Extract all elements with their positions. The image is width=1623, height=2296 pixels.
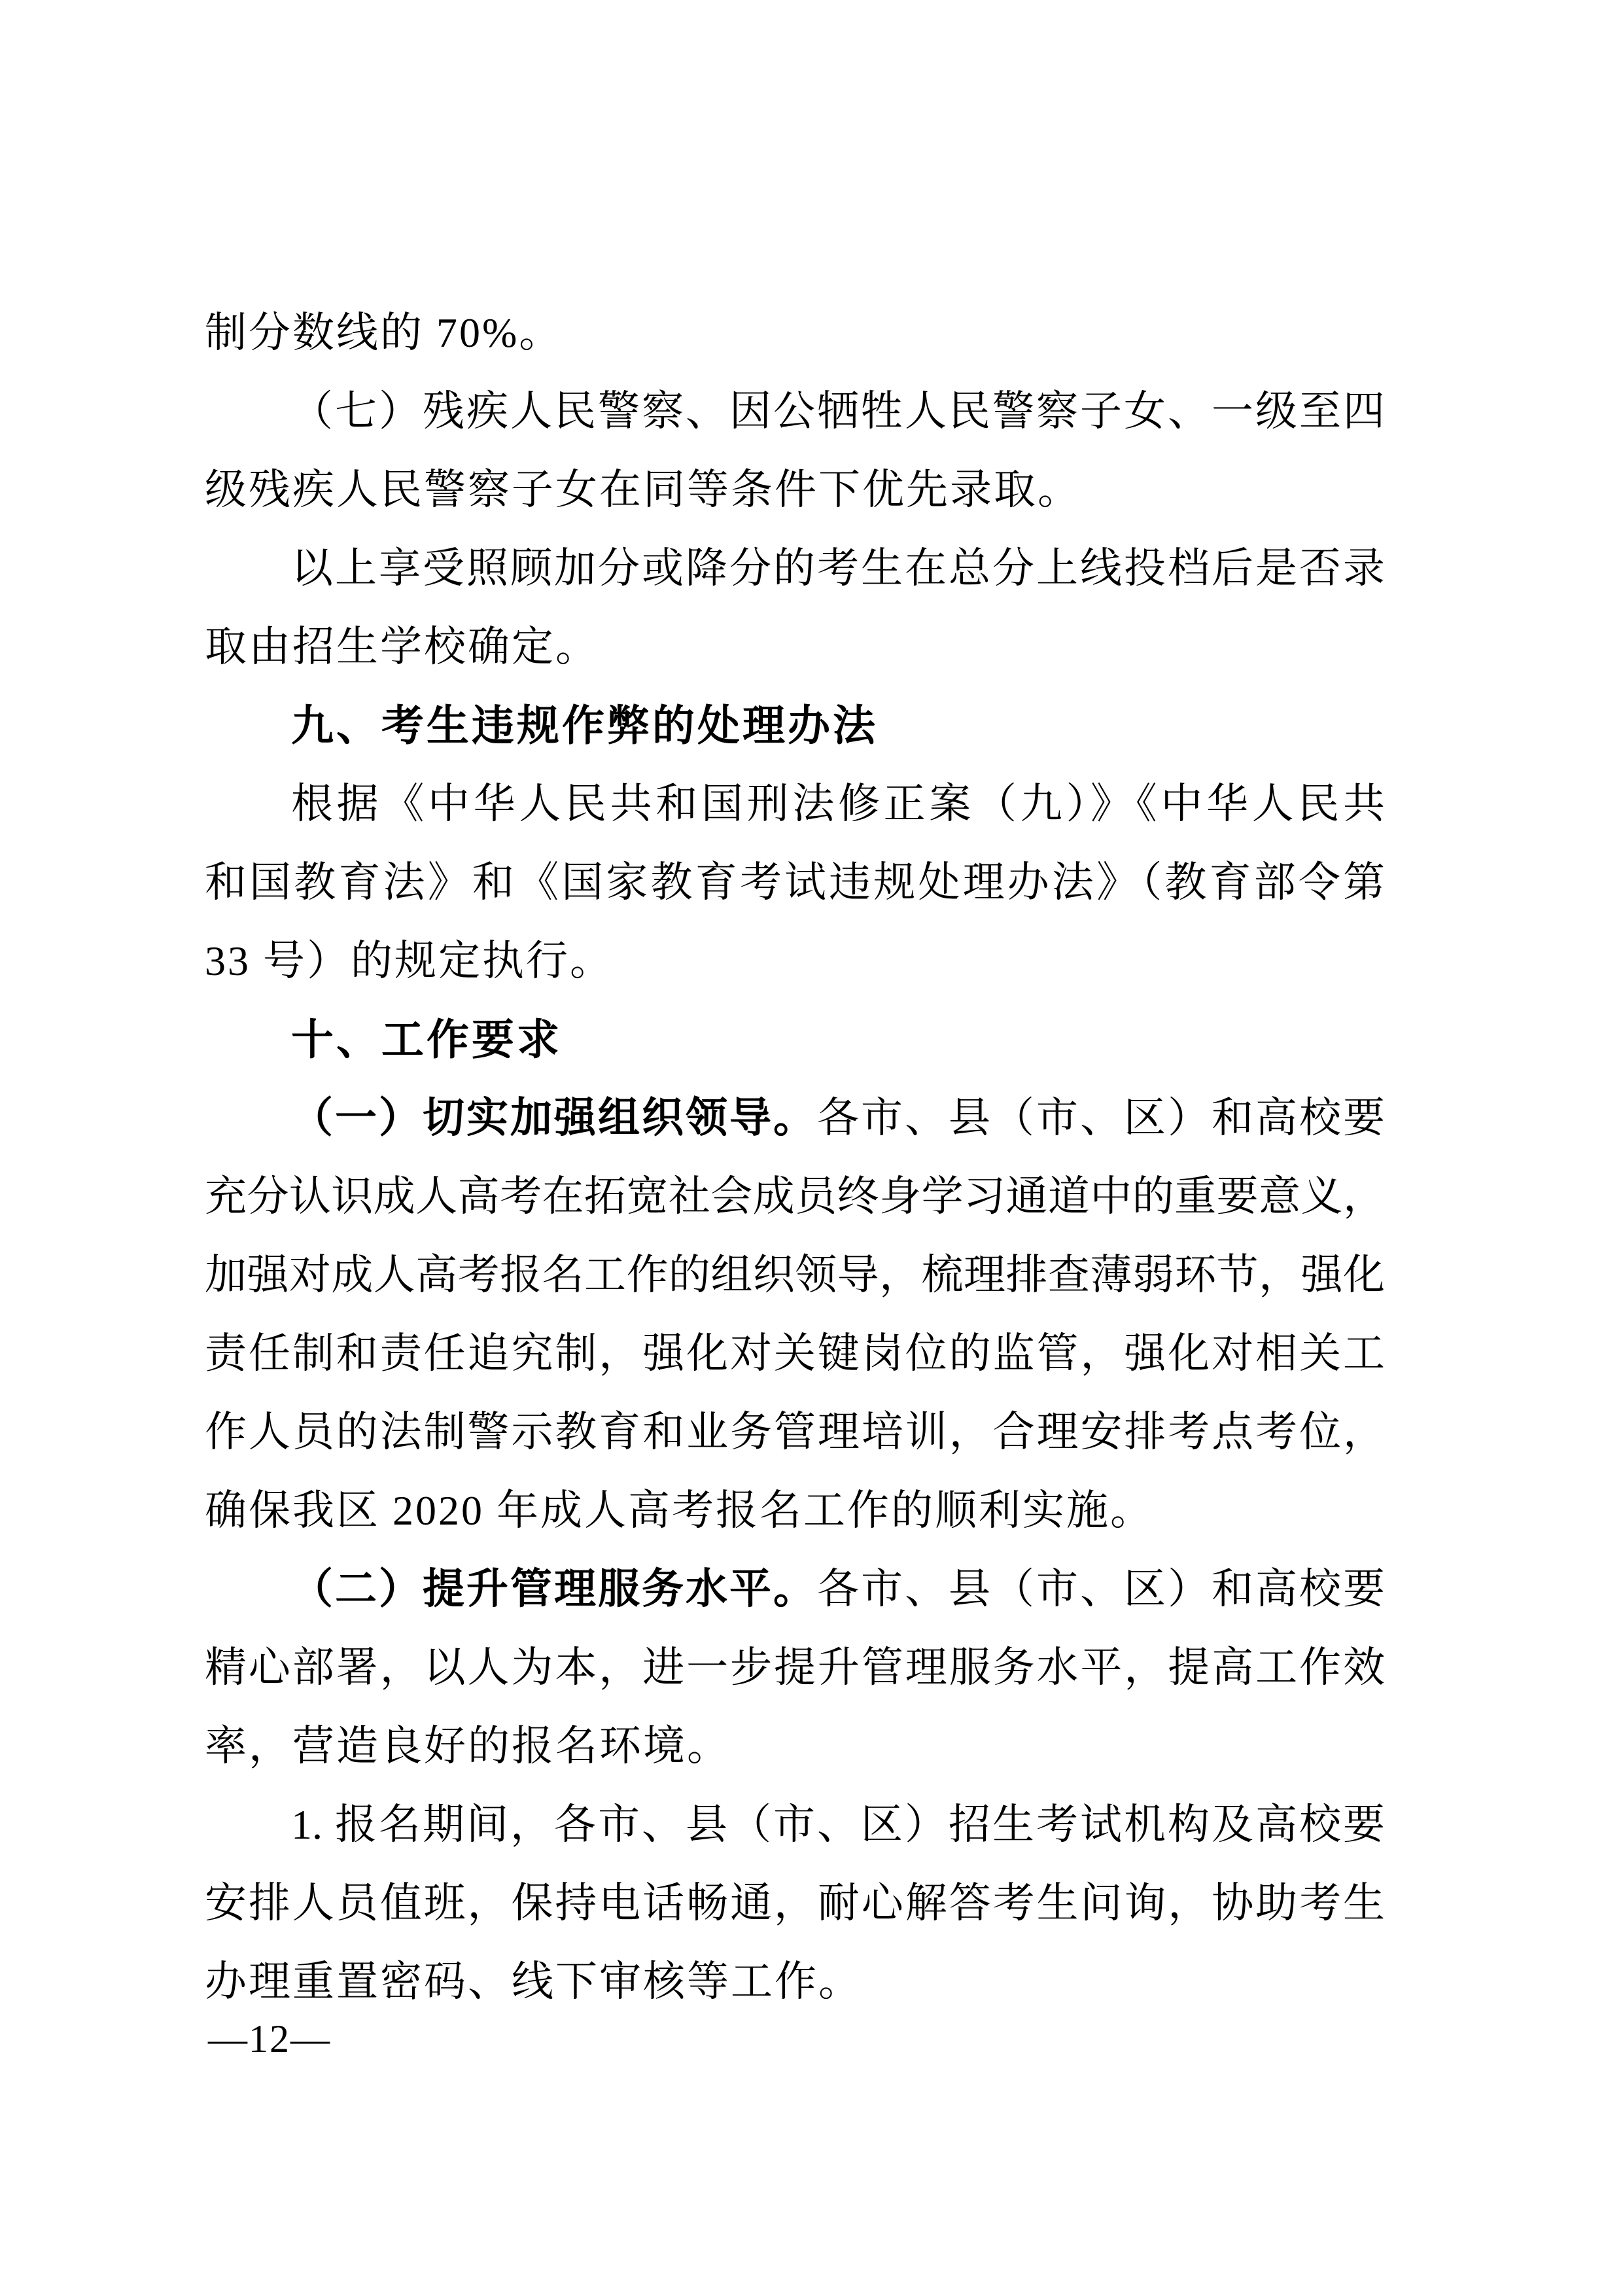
text-line: 制分数线的 70%。 [205, 309, 563, 356]
paragraph-text: 各市、县（市、区）和高校要 [817, 1566, 1385, 1612]
paragraph-text: 各市、县（市、区）和高校要 [817, 1095, 1385, 1141]
document-body [205, 294, 1385, 2021]
paragraph-lead: （二）提升管理服务水平。 [291, 1566, 817, 1612]
text-line: 和国教育法》和《国家教育考试违规处理办法》（教育部令第 [205, 859, 1385, 906]
text-line: 1. 报名期间，各市、县（市、区）招生考试机构及高校要 [291, 1801, 1385, 1848]
text-line [205, 1079, 1385, 1157]
text-line: 加强对成人高考报名工作的组织领导，梳理排查薄弱环节，强化 [205, 1252, 1385, 1298]
text-line: 取由招生学校确定。 [205, 624, 599, 670]
section-heading: 十、工作要求 [291, 1016, 563, 1063]
text-line: 33 号）的规定执行。 [205, 938, 614, 984]
section-heading: 九、考生违规作弊的处理办法 [291, 701, 879, 749]
text-line: 精心部署，以人为本，进一步提升管理服务水平，提高工作效 [205, 1644, 1385, 1691]
text-line: 办理重置密码、线下审核等工作。 [205, 1958, 862, 2005]
text-line: 级残疾人民警察子女在同等条件下优先录取。 [205, 467, 1081, 513]
text-line: 安排人员值班，保持电话畅通，耐心解答考生问询，协助考生 [205, 1880, 1385, 1926]
page-number: —12— [208, 2017, 331, 2060]
text-line: （七）残疾人民警察、因公牺牲人民警察子女、一级至四 [291, 388, 1385, 434]
text-line: 责任制和责任追究制，强化对关键岗位的监管，强化对相关工 [205, 1330, 1385, 1377]
text-line: 根据《中华人民共和国刑法修正案（九）》《中华人民共 [291, 781, 1385, 827]
paragraph-lead: （一）切实加强组织领导。 [291, 1095, 817, 1141]
text-line [205, 1550, 1385, 1629]
text-line: 作人员的法制警示教育和业务管理培训，合理安排考点考位， [205, 1409, 1385, 1455]
text-line: 以上享受照顾加分或降分的考生在总分上线投档后是否录 [291, 545, 1385, 592]
text-line: 充分认识成人高考在拓宽社会成员终身学习通道中的重要意义， [205, 1173, 1385, 1220]
text-line: 确保我区 2020 年成人高考报名工作的顺利实施。 [205, 1487, 1154, 1534]
text-line: 率，营造良好的报名环境。 [205, 1723, 731, 1769]
